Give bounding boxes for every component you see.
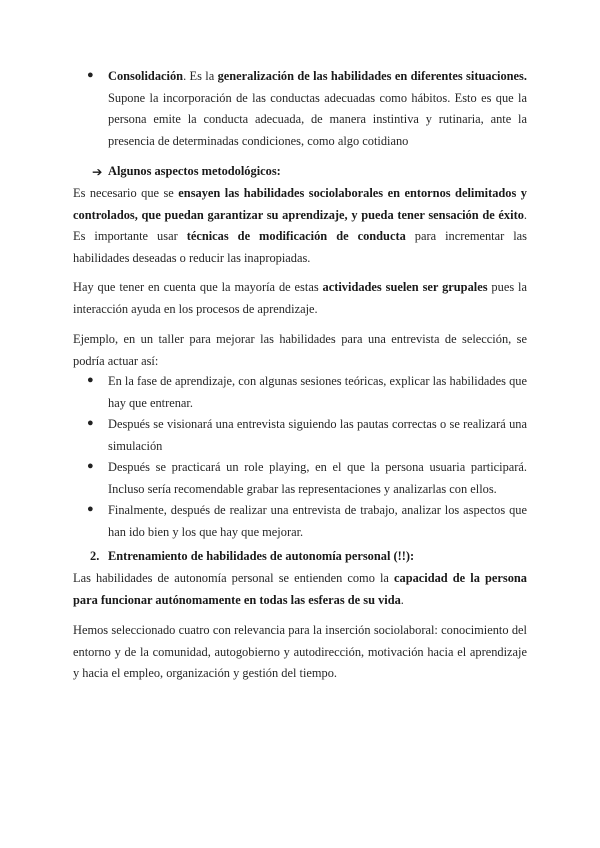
- section-2-paragraph-1: [73, 568, 527, 611]
- bullet-dot-icon: ●: [87, 503, 94, 515]
- aspectos-heading: Algunos aspectos metodológicos:: [108, 164, 281, 178]
- consolidacion-paragraph: [108, 66, 527, 152]
- aspectos-paragraph-2: [73, 277, 527, 320]
- s2-text-1: Las habilidades de autonomía personal se entienden como la: [73, 571, 394, 585]
- s2-text-2: .: [400, 592, 404, 607]
- list-item: Después se practicará un role playing, en el que la persona usuaria participará. Incluso sería recomendable grabar las representaciones y analizarlas con ellos.: [108, 460, 527, 496]
- aspectos-paragraph-1: [73, 183, 527, 269]
- p1-text-3: para incrementar las habilidades deseadas o reducir las inapropiadas.: [73, 229, 527, 265]
- p2-bold-1: actividades suelen ser grupales: [322, 280, 488, 294]
- p1-text-2: . Es importante usar: [73, 207, 527, 244]
- section-number: 2.: [90, 549, 100, 563]
- consolidacion-text-2: Supone la incorporación de las conductas adecuadas como hábitos. Esto es que la persona emite la conducta adecuada, de manera instintiva y rutinaria, ante la presencia de determinadas condiciones, como algo cotidiano: [108, 90, 527, 148]
- arrow-right-icon: ➔: [92, 164, 103, 179]
- bullet-dot-icon: ●: [87, 417, 94, 429]
- p2-text-2: pues la interacción ayuda en los procesos de aprendizaje.: [73, 280, 527, 316]
- bullet-dot-icon: ●: [87, 374, 94, 386]
- list-item: Finalmente, después de realizar una entrevista de trabajo, analizar los aspectos que han ido bien y los que hay que mejorar.: [108, 503, 527, 539]
- bullet-dot-icon: ●: [87, 69, 94, 81]
- section-2-paragraph-2: Hemos seleccionado cuatro con relevancia para la inserción sociolaboral: conocimiento del entorno y de la comunidad, autogobierno y autodirección, motivación hacia el aprendizaje y hacia el empleo, organización y gestión del tiempo.: [73, 623, 527, 681]
- list-item: Después se visionará una entrevista siguiendo las pautas correctas o se realizará una simulación: [108, 417, 527, 453]
- p1-bold-2: técnicas de modificación de conducta: [186, 229, 406, 244]
- p1-text-1: Es necesario que se: [73, 186, 179, 200]
- p1-bold-1: ensayen las habilidades sociolaborales en entornos delimitados y controlados, que puedan garantizar su aprendizaje, y pueda tener sensación de éxito: [73, 186, 527, 222]
- p2-text-1: Hay que tener en cuenta que la mayoría de estas: [73, 280, 323, 294]
- section-2-heading: Entrenamiento de habilidades de autonomía personal (!!):: [108, 549, 415, 563]
- list-item: En la fase de aprendizaje, con algunas sesiones teóricas, explicar las habilidades que hay que entrenar.: [108, 374, 527, 410]
- aspectos-paragraph-3: Ejemplo, en un taller para mejorar las habilidades para una entrevista de selección, se podría actuar así:: [73, 332, 527, 368]
- consolidacion-bold: generalización de las habilidades en diferentes situaciones.: [217, 69, 527, 83]
- consolidacion-term: Consolidación: [108, 69, 184, 83]
- s2-bold-1: capacidad de la persona para funcionar autónomamente en todas las esferas de su vida: [73, 571, 527, 607]
- bullet-dot-icon: ●: [87, 460, 94, 472]
- consolidacion-text-1: . Es la: [183, 69, 218, 83]
